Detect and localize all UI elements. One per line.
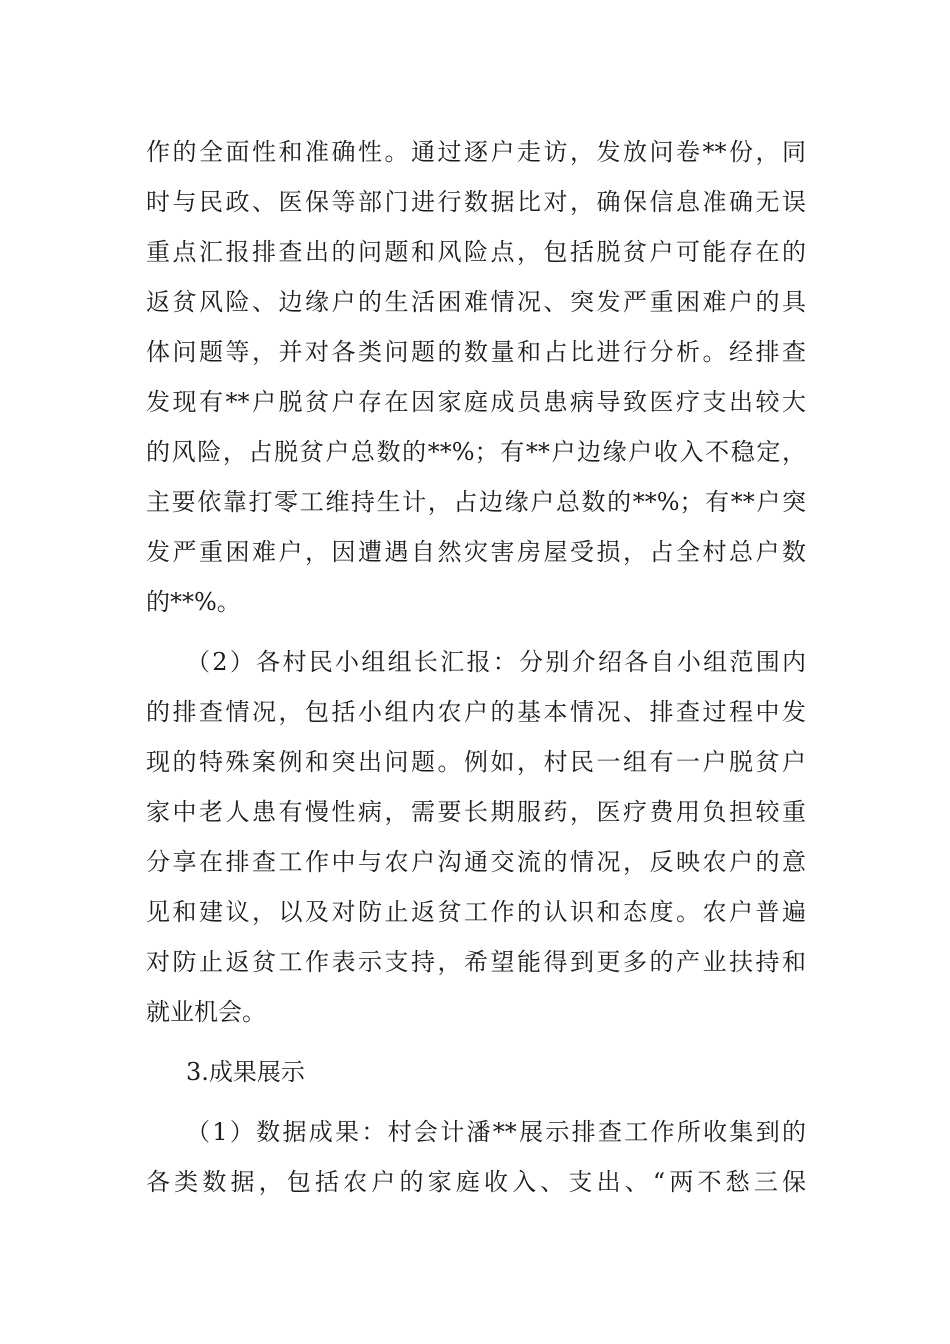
text-line: 作的全面性和准确性。通过逐户走访，发放问卷**份，同 — [146, 138, 806, 166]
text-line: 发现有**户脱贫户存在因家庭成员患病导致医疗支出较大 — [146, 388, 806, 416]
text-line: 对防止返贫工作表示支持，希望能得到更多的产业扶持和 — [146, 948, 806, 976]
text-line: 家中老人患有慢性病，需要长期服药，医疗费用负担较重 — [146, 798, 806, 826]
paragraph-heading-line: （1）数据成果：村会计潘**展示排查工作所收集到的 — [186, 1118, 806, 1146]
text-line: 的**%。 — [146, 588, 241, 616]
text-line: 的风险，占脱贫户总数的**%；有**户边缘户收入不稳定， — [146, 438, 806, 466]
text-line: 发严重困难户，因遭遇自然灾害房屋受损，占全村总户数 — [146, 538, 806, 566]
text-line: 见和建议，以及对防止返贫工作的认识和态度。农户普遍 — [146, 898, 806, 926]
text-line: 体问题等，并对各类问题的数量和占比进行分析。经排查 — [146, 338, 806, 366]
text-line: 返贫风险、边缘户的生活困难情况、突发严重困难户的具 — [146, 288, 806, 316]
text-line: 分享在排查工作中与农户沟通交流的情况，反映农户的意 — [146, 848, 806, 876]
text-line: 就业机会。 — [146, 998, 266, 1026]
paragraph-heading-line: （2）各村民小组组长汇报：分别介绍各自小组范围内 — [186, 648, 806, 676]
text-line: 时与民政、医保等部门进行数据比对，确保信息准确无误 — [146, 188, 806, 216]
text-line: 主要依靠打零工维持生计，占边缘户总数的**%；有**户突 — [146, 488, 806, 516]
text-line: 的排查情况，包括小组内农户的基本情况、排查过程中发 — [146, 698, 806, 726]
text-line: 各类数据，包括农户的家庭收入、支出、“两不愁三保 — [146, 1168, 806, 1196]
text-line: 重点汇报排查出的问题和风险点，包括脱贫户可能存在的 — [146, 238, 806, 266]
text-line: 现的特殊案例和突出问题。例如，村民一组有一户脱贫户 — [146, 748, 806, 776]
section-heading: 3.成果展示 — [186, 1058, 305, 1086]
